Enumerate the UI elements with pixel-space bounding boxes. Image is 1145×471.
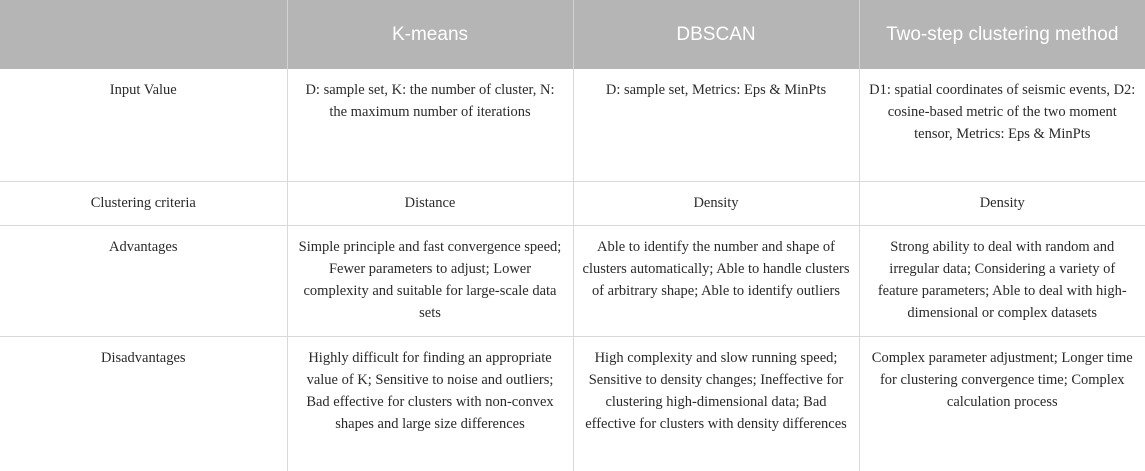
cell-dbscan-input: D: sample set, Metrics: Eps & MinPts bbox=[573, 69, 859, 181]
cell-kmeans-advantages: Simple principle and fast convergence speed; Fewer parameters to adjust; Lower complexity and suitable for large-scale data sets bbox=[287, 225, 573, 337]
row-label-advantages: Advantages bbox=[0, 225, 287, 337]
header-empty-cell bbox=[0, 0, 287, 69]
cell-two-step-criteria: Density bbox=[859, 181, 1145, 225]
cell-kmeans-disadvantages: Highly difficult for finding an appropriate value of K; Sensitive to noise and outliers; Bad effective for clusters with non-convex shapes and large size differences bbox=[287, 337, 573, 471]
table-row bbox=[0, 69, 1145, 181]
cell-dbscan-disadvantages: High complexity and slow running speed; Sensitive to density changes; Ineffective for clustering high-dimensional data; Bad effective for clusters with density differences bbox=[573, 337, 859, 471]
cell-two-step-input: D1: spatial coordinates of seismic events, D2: cosine-based metric of the two moment tensor, Metrics: Eps & MinPts bbox=[859, 69, 1145, 181]
header-two-step: Two-step clustering method bbox=[859, 0, 1145, 69]
table-row bbox=[0, 337, 1145, 471]
cell-dbscan-advantages: Able to identify the number and shape of clusters automatically; Able to handle clusters of arbitrary shape; Able to identify outliers bbox=[573, 225, 859, 337]
row-label-disadvantages: Disadvantages bbox=[100, 350, 186, 367]
row-label-clustering-criteria: Clustering criteria bbox=[0, 181, 287, 225]
cell-kmeans-input: D: sample set, K: the number of cluster, N: the maximum number of iterations bbox=[287, 69, 573, 181]
table-row bbox=[0, 181, 1145, 225]
cell-two-step-disadvantages: Complex parameter adjustment; Longer time for clustering convergence time; Complex calculation process bbox=[859, 337, 1145, 471]
table-body bbox=[0, 69, 1145, 471]
table-header bbox=[0, 0, 1145, 69]
cell-dbscan-criteria: Density bbox=[573, 181, 859, 225]
cell-kmeans-criteria: Distance bbox=[287, 181, 573, 225]
cell-two-step-advantages: Strong ability to deal with random and irregular data; Considering a variety of feature parameters; Able to deal with high-dimensional or complex datasets bbox=[859, 225, 1145, 337]
header-row bbox=[0, 0, 1145, 69]
header-dbscan: DBSCAN bbox=[573, 0, 859, 69]
table-row bbox=[0, 225, 1145, 337]
header-kmeans: K-means bbox=[287, 0, 573, 69]
row-label-input-value: Input Value bbox=[0, 69, 287, 181]
